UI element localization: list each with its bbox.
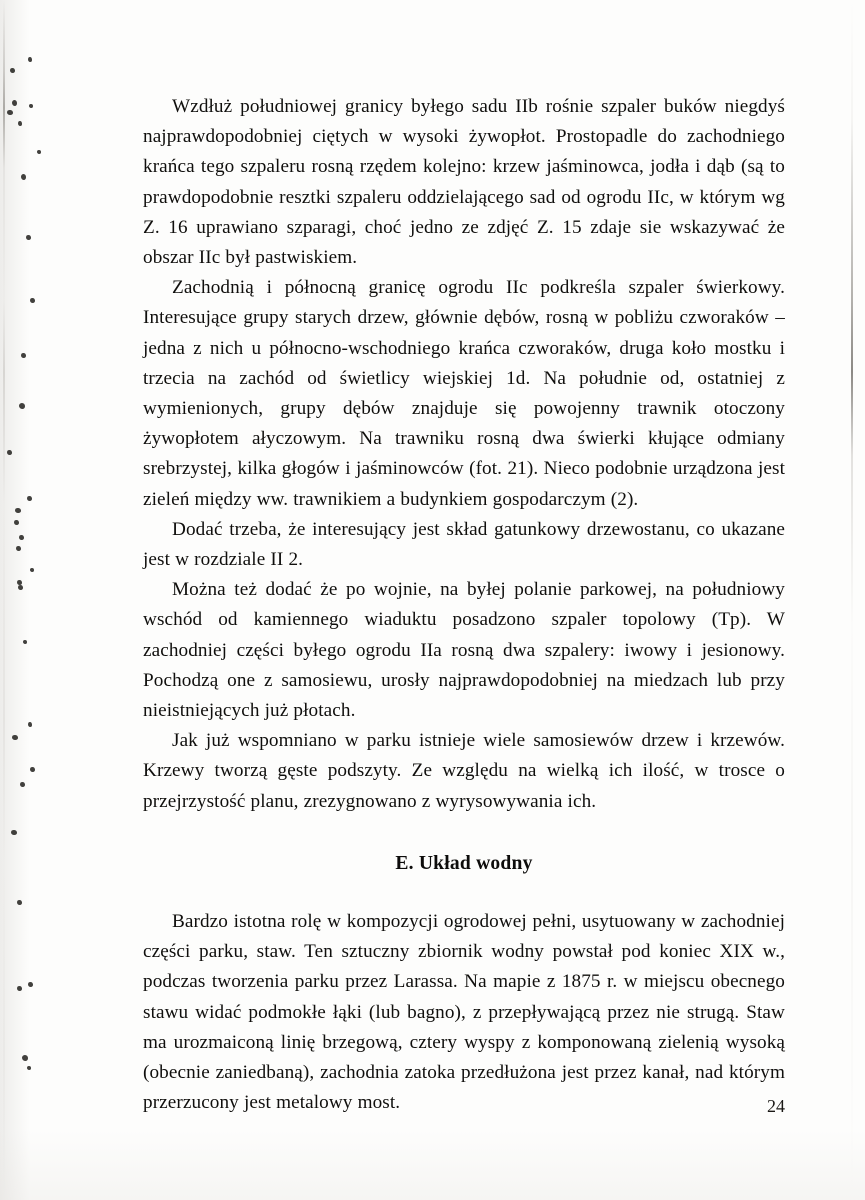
page-number: 24 xyxy=(767,1096,785,1116)
body-text-column xyxy=(143,92,785,1119)
heading-spacer-bottom xyxy=(143,879,785,907)
scan-speck xyxy=(30,767,35,772)
scan-speck xyxy=(12,735,18,740)
scan-speck xyxy=(17,986,22,991)
scan-speck xyxy=(29,104,33,108)
paragraph: Można też dodać że po wojnie, na byłej polanie parkowej, na południowy wschód od kamiennego wiaduktu posadzono szpaler topolowy (Tp). W zachodniej części byłego ogrodu IIa rosną dwa szpalery: iwowy i jesionowy. Pochodzą one z samosiewu, urosły najprawdopodobniej na miedzach lub przy nieistniejących już płotach. xyxy=(143,579,785,722)
scan-speck xyxy=(17,580,22,585)
paragraph: Bardzo istotna rolę w kompozycji ogrodowej pełni, usytuowany w zachodniej części parku, staw. Ten sztuczny zbiornik wodny powstał pod koniec XIX w., podczas tworzenia parku przez Larassa. Na mapie z 1875 r. w miejscu obecnego stawu widać podmokłe łąki (lub bagno), z przepływającą przez nie strugą. Staw ma urozmaiconą linię brzegową, cztery wyspy z komponowaną zielenią wysoką (obecnie zaniedbaną), zachodnia zatoka przedłużona jest przez kanał, nad którym przerzucony jest metalowy most. xyxy=(143,911,785,1114)
scan-speck xyxy=(28,982,33,987)
scan-speck xyxy=(37,150,41,154)
scan-speck xyxy=(11,830,17,835)
scan-speck xyxy=(18,121,22,126)
paragraph: Zachodnią i północną granicę ogrodu IIc podkreśla szpaler świerkowy. Interesujące grupy starych drzew, głównie dębów, rosną w pobliżu czworaków – jedna z nich u północno-wschodniego krańca czworaków, druga koło mostku i trzecia na zachód od świetlicy wiejskiej 1d. Na południe od, ostatniej z wymienionych, grupy dębów znajduje się powojenny trawnik otoczony żywopłotem ałyczowym. Na trawniku rosną dwa świerki kłujące odmiany srebrzystej, kilka głogów i jaśminowców (fot. 21). Nieco podobnie urządzona jest zieleń między ww. trawnikiem a budynkiem gospodarczym (2). xyxy=(143,277,785,510)
scan-speck xyxy=(28,57,32,62)
scan-speck xyxy=(27,1066,31,1070)
paragraph: Dodać trzeba, że interesujący jest skład gatunkowy drzewostanu, co ukazane jest w rozdziale II 2. xyxy=(143,518,785,571)
left-edge-scan-line xyxy=(3,0,5,1200)
scan-speck xyxy=(23,640,27,644)
paragraph: Jak już wspomniano w parku istnieje wiele samosiewów drzew i krzewów. Krzewy tworzą gęste podszyty. Ze względu na wielką ich ilość, w trosce o przejrzystość planu, zrezygnowano z wyrysowywania ich. xyxy=(143,730,785,812)
scan-speck xyxy=(18,585,23,590)
scan-speck xyxy=(19,535,24,540)
scan-speck xyxy=(30,568,34,572)
scan-speck xyxy=(10,68,15,73)
paragraph: Wzdłuż południowej granicy byłego sadu IIb rośnie szpaler buków niegdyś najprawdopodobniej ciętych w wysoki żywopłot. Prostopadle do zachodniego krańca tego szpaleru rosną rzędem kolejno: krzew jaśminowca, jodła i dąb (są to prawdopodobnie resztki szpaleru oddzielającego sad od ogrodu IIc, w którym wg Z. 16 uprawiano szparagi, choć jedno ze zdjęć Z. 15 zdaje sie wskazywać że obszar IIc był pastwiskiem. xyxy=(143,96,785,269)
scan-speck xyxy=(16,546,21,551)
scan-speck xyxy=(27,496,32,501)
scan-speck xyxy=(21,174,26,180)
scan-speck xyxy=(19,403,25,409)
scan-speck xyxy=(7,450,12,455)
scan-speck xyxy=(30,298,35,303)
scan-speck xyxy=(20,782,25,787)
left-edge-shadow xyxy=(0,0,30,1200)
section-heading: E. Układ wodny xyxy=(395,852,533,874)
right-edge-scan-line xyxy=(851,0,853,1200)
scan-speck xyxy=(21,353,26,358)
bottom-edge-shadow xyxy=(0,1130,865,1200)
scan-speck xyxy=(14,520,19,525)
scan-speck xyxy=(28,722,32,727)
scan-speck xyxy=(26,235,31,240)
scan-speck xyxy=(12,100,17,106)
heading-spacer-top xyxy=(143,817,785,849)
scan-speck xyxy=(7,110,13,115)
scan-speck xyxy=(15,508,21,513)
scan-speck xyxy=(17,900,22,905)
scan-speck xyxy=(22,1055,28,1061)
